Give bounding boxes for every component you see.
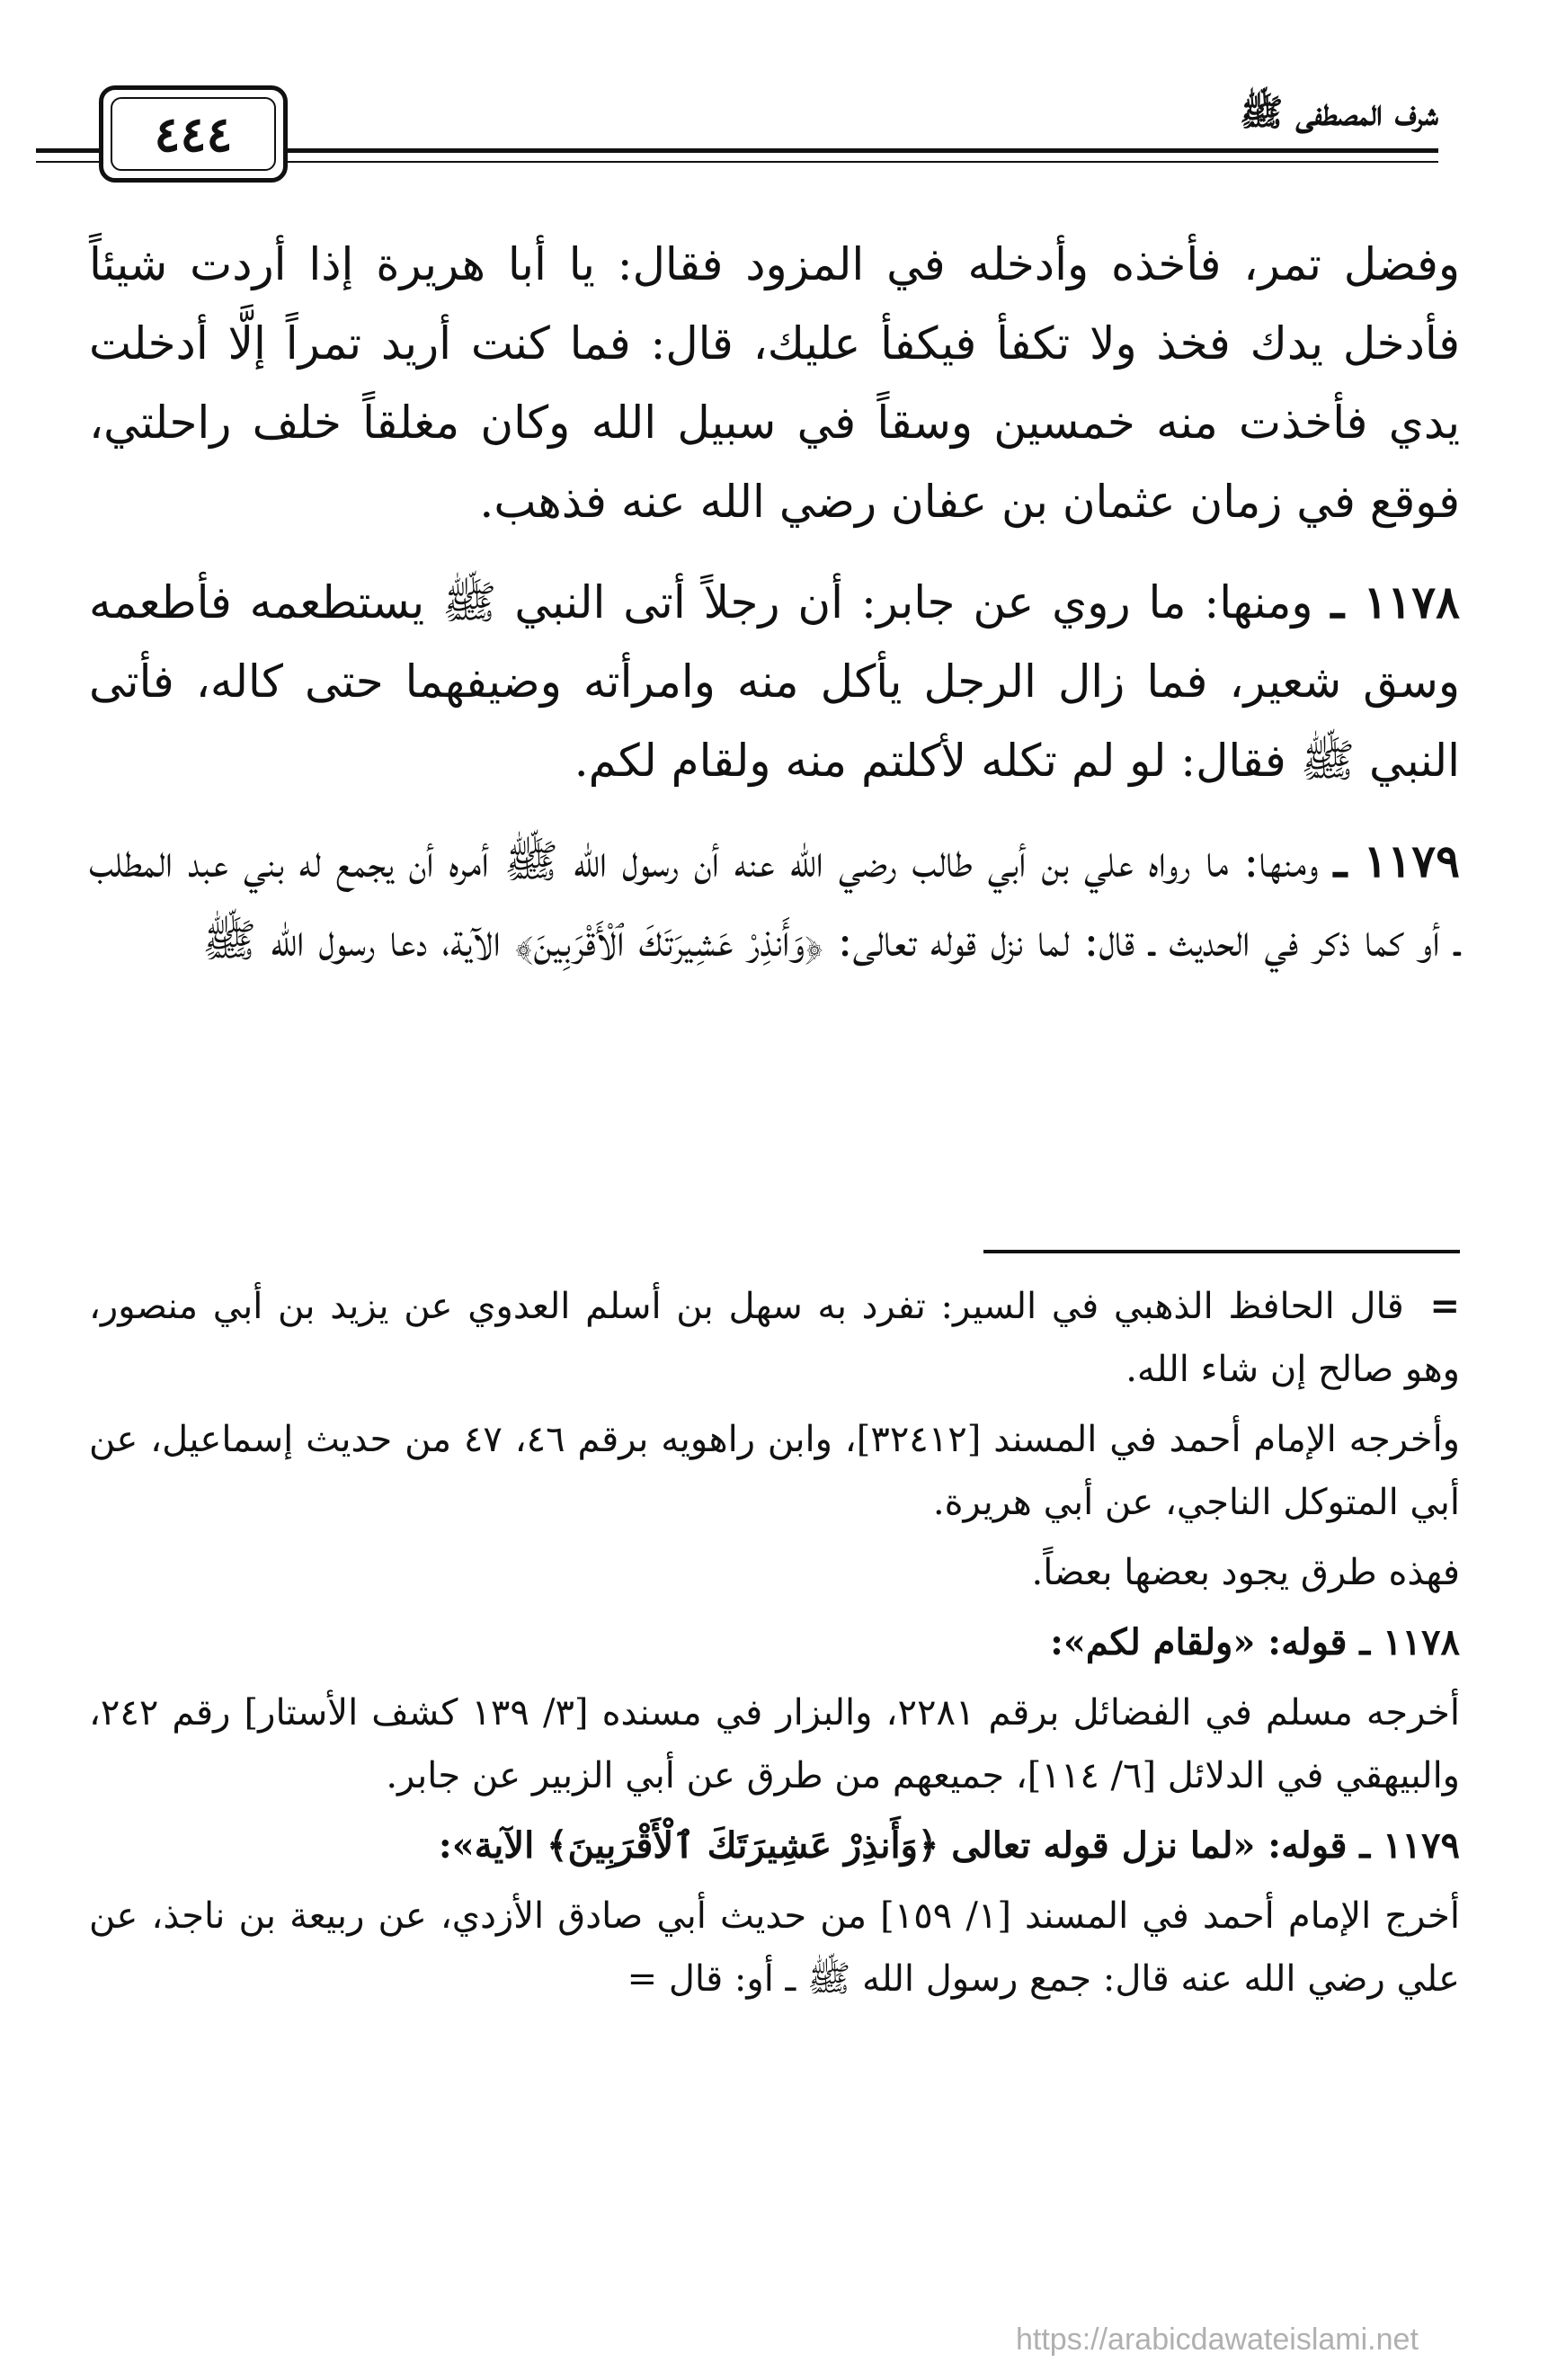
footnote-1178-body: أخرجه مسلم في الفضائل برقم ٢٢٨١، والبزار في مسنده [٣/ ١٣٩ كشف الأستار] رقم ٢٤٢، والبيهقي في الدلائل [٦/ ١١٤]، جميعهم من طرق عن أبي الزبير عن جابر.	[89, 1692, 1461, 1796]
hadith-text: ومنها: ما روي عن جابر: أن رجلاً أتى النبي ﷺ يستطعمه فأطعمه وسق شعير، فما زال الرجل يأكل منه وامرأته وضيفهما حتى كاله، فأتى النبي ﷺ فقال: لو لم تكله لأكلتم منه ولقام لكم.	[89, 576, 1460, 787]
page-header	[36, 85, 1438, 211]
footnote-1179-body: أخرج الإمام أحمد في المسند [١/ ١٥٩] من حديث أبي صادق الأزدي، عن ربيعة بن ناجذ، عن علي رضي الله عنه قال: جمع رسول الله ﷺ ـ أو: قال =	[89, 1895, 1460, 2000]
main-text	[89, 225, 1460, 1002]
hadith-number: ١١٧٨ ـ	[1330, 575, 1460, 628]
hadith-1179	[89, 822, 1460, 980]
footnote-separator	[983, 1250, 1460, 1253]
hadith-text: ومنها: ما رواه علي بن أبي طالب رضي الله عنه أن رسول الله ﷺ أمره أن يجمع له بني عبد المطلب ـ أو كما ذكر في الحديث ـ قال: لما نزل قوله تعالى: ﴿وَأَنذِرْ عَشِيرَتَكَ ٱلْأَقْرَبِينَ﴾ الآية، دعا رسول الله ﷺ	[89, 835, 1460, 967]
footnotes	[89, 1275, 1460, 2018]
paragraph-continuation: وفضل تمر، فأخذه وأدخله في المزود فقال: يا أبا هريرة إذا أردت شيئاً فأدخل يدك فخذ ولا تكفأ فيكفأ عليك، قال: فما كنت أريد تمراً إلَّا أدخلت يدي فأخذت منه خمسين وسقاً في سبيل الله وكان مغلقاً خلف راحلتي، فوقع في زمان عثمان بن عفان رضي الله عنه فذهب.	[89, 238, 1460, 528]
footnote-continued-1	[89, 1275, 1460, 1401]
hadith-number: ١١٧٩ ـ	[1333, 834, 1460, 887]
footnote-1179-heading: ١١٧٩ ـ قوله: «لما نزل قوله تعالى ﴿وَأَنذِرْ عَشِيرَتَكَ ٱلْأَقْرَبِينَ﴾ الآية»:	[438, 1824, 1460, 1867]
page-number: ٤٤٤	[111, 97, 276, 171]
hadith-1178	[89, 563, 1460, 800]
running-title: شرف المصطفى ﷺ	[1240, 92, 1438, 134]
footnote-1178-heading: ١١٧٨ ـ قوله: «ولقام لكم»:	[1050, 1621, 1460, 1663]
watermark-url: https://arabicdawateislami.net	[1016, 2322, 1419, 2357]
footnote-text: قال الحافظ الذهبي في السير: تفرد به سهل بن أسلم العدوي عن يزيد بن أبي منصور، وهو صالح إن شاء الله.	[89, 1286, 1460, 1390]
footnote-continued-3: فهذه طرق يجود بعضها بعضاً.	[1031, 1552, 1460, 1593]
page-number-frame	[99, 85, 288, 183]
continuation-mark: =	[1429, 1285, 1460, 1327]
footnote-continued-2: وأخرجه الإمام أحمد في المسند [٣٢٤١٢]، وابن راهويه برقم ٤٦، ٤٧ من حديث إسماعيل، عن أبي المتوكل الناجي، عن أبي هريرة.	[89, 1419, 1461, 1523]
